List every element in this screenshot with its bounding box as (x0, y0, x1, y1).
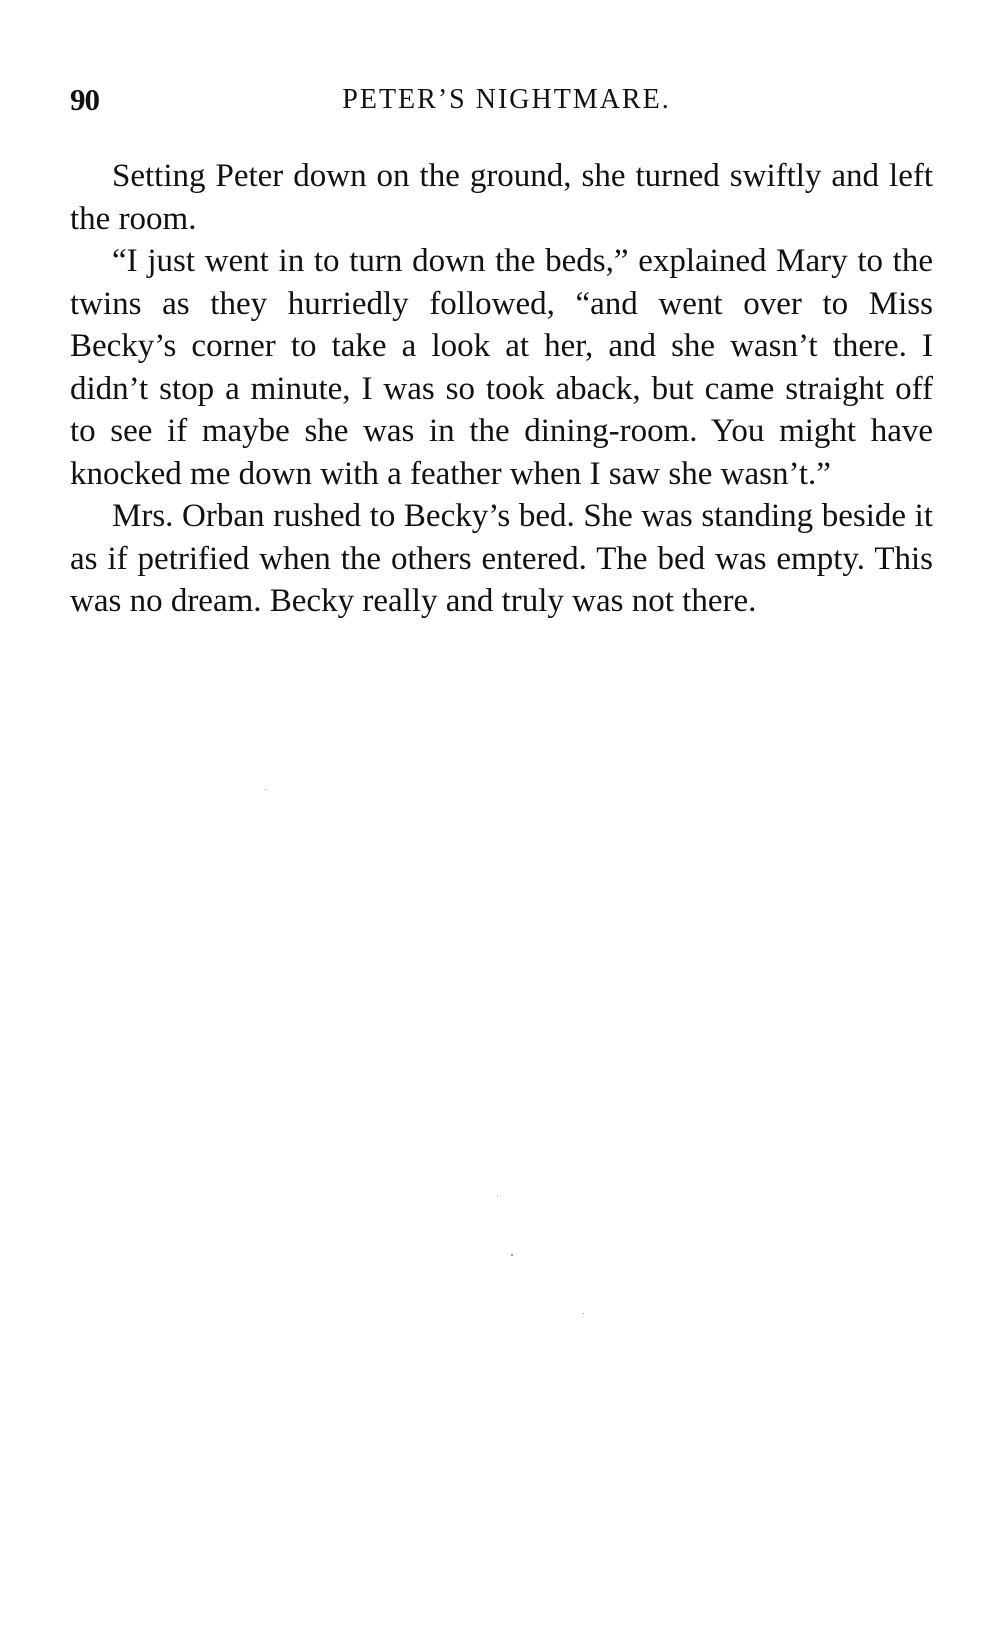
running-head: PETER’S NIGHTMARE. (342, 84, 671, 115)
page-number: 90 (70, 82, 99, 117)
scan-speck (265, 789, 266, 790)
paragraph: “I just went in to turn down the beds,” explained Mary to the twins as they hurriedly followed, “and went over to Miss Becky’s corner to take a look at her, and she wasn’t there. I didn’t stop a minute, I was so took aback, but came straight off to see if maybe she was in the dining-room. You might have knocked me down with a feather when I saw she wasn’t.” (70, 243, 933, 492)
body-text (70, 155, 933, 623)
paragraph: Mrs. Orban rushed to Becky’s bed. She was standing beside it as if petrified when the others entered. The bed was empty. This was no dream. Becky really and truly was not there. (70, 498, 933, 619)
scan-speck (511, 1254, 513, 1256)
scan-speck (583, 1313, 584, 1314)
page-header (70, 82, 933, 122)
paragraph: Setting Peter down on the ground, she turned swiftly and left the room. (70, 158, 933, 237)
scan-speck (497, 1196, 498, 1197)
